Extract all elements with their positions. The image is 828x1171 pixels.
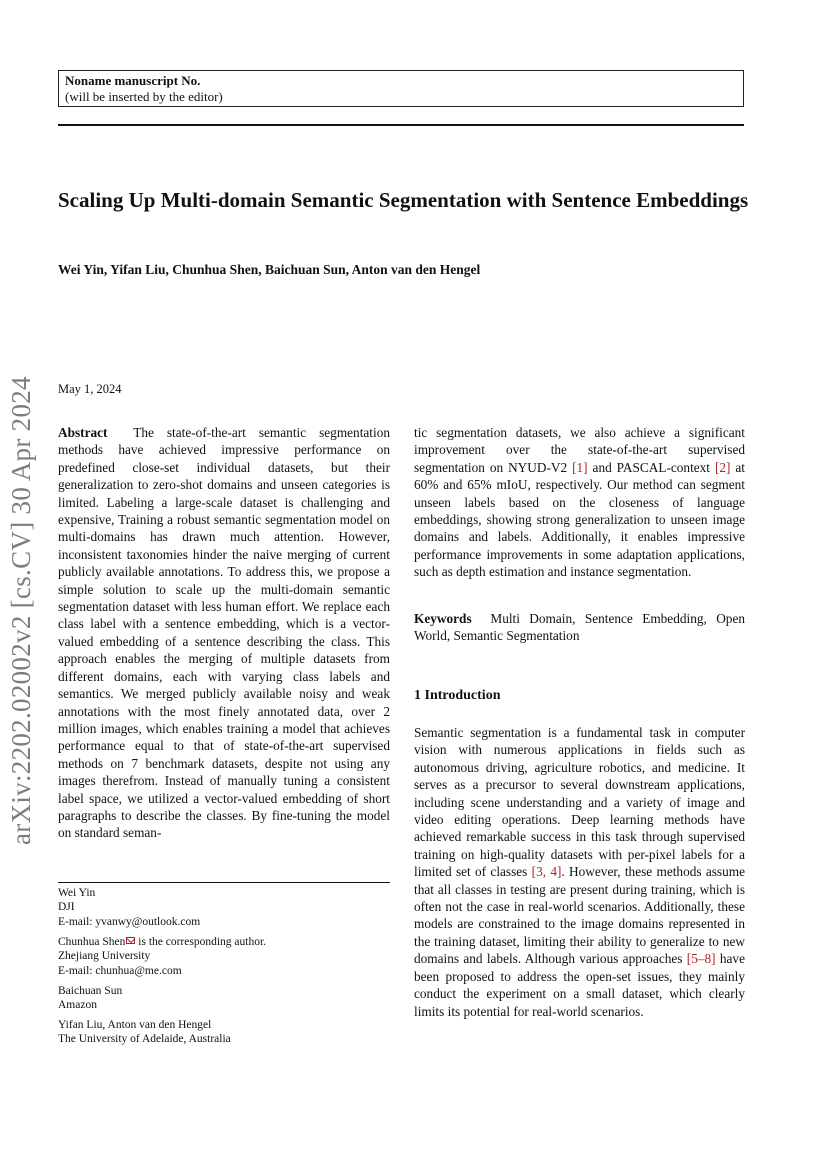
author-affiliation: The University of Adelaide, Australia [58, 1033, 231, 1046]
author-name: Wei Yin [58, 887, 96, 899]
citation-link[interactable]: [3, 4] [531, 864, 562, 880]
citation-link[interactable]: [1] [572, 459, 588, 475]
corresponding-note: is the corresponding author. [135, 936, 267, 948]
author-list: Wei Yin, Yifan Liu, Chunhua Shen, Baichuan Sun, Anton van den Hengel [58, 262, 481, 277]
footnote-author-1 [58, 886, 398, 929]
intro-text-3: have been proposed to address the open-set issues, they mainly conduct the experiment on a small dataset, which clearly limits its potential for real-world scenarios. [414, 951, 745, 1019]
abstract-left [58, 424, 390, 842]
manuscript-number: Noname manuscript No. [65, 73, 201, 88]
author-name: Yifan Liu, Anton van den Hengel [58, 1019, 212, 1031]
intro-paragraph [414, 724, 745, 1020]
arxiv-stamp: arXiv:2202.02002v2 [cs.CV] 30 Apr 2024 [6, 376, 36, 845]
footnote-rule [58, 882, 390, 883]
intro-text-1: Semantic segmentation is a fundamental task in computer vision with numerous applications in fields such as autonomous driving, agriculture robotics, and medicine. It serves as a precursor to several downstream applications, including scene understanding and a variety of image and video editing operations. Deep learning methods have achieved remarkable success in this task through supervised training on high-quality datasets with per-pixel labels for a limited set of classes [414, 725, 745, 880]
author-email: E-mail: yvanwy@outlook.com [58, 915, 201, 928]
manuscript-header-box [58, 70, 744, 107]
abstract-text-right-1: tic segmentation datasets, we also achieve a significant improvement over the state-of-the-art supervised segmentation on NYUD-V2 [414, 425, 745, 475]
intro-text-2: . However, these methods assume that all classes in testing are present during training, which is often not the case in real-world scenarios. Additionally, these models are constrained to the image domains represented in the training dataset, limiting their ability to generalize to new domains and labels. Although various approaches [414, 864, 745, 967]
paper-date: May 1, 2024 [58, 382, 122, 396]
abstract-text-left: The state-of-the-art semantic segmentation methods have achieved impressive performance on predefined close-set individual datasets, but their generalization to zero-shot domains and unseen categories is limited. Labeling a large-scale dataset is challenging and expensive, Training a robust semantic segmentation model on multi-domains has drawn much attention. However, inconsistent taxonomies hinder the naive merging of current publicly available annotations. To address this, we propose a simple solution to scale up the multi-domain semantic segmentation dataset with less human effort. We replace each class label with a sentence embedding, which is a vector-valued embedding of a sentence describing the class. This approach enables the merging of multiple datasets from different domains, each with varying class labels and semantics. We merged publicly available noisy and weak annotations with the most finely annotated data, over 2 million images, which enables training a model that achieves performance equal to that of state-of-the-art supervised methods on 7 benchmark datasets, despite not using any images therefrom. Instead of manually tuning a consistent label space, we utilized a vector-valued embedding of short paragraphs to describe the classes. By fine-tuning the model on standard seman- [58, 425, 390, 841]
keywords [414, 610, 745, 645]
citation-link[interactable]: [2] [714, 459, 731, 475]
author-affiliation: Zhejiang University [58, 950, 151, 963]
author-affiliation: Amazon [58, 999, 97, 1012]
author-name: Baichuan Sun [58, 985, 123, 997]
abstract-text-right-2: and PASCAL-context [587, 459, 715, 475]
author-email: E-mail: chunhua@me.com [58, 964, 182, 977]
footnote-author-3 [58, 984, 398, 1013]
header-rule [58, 124, 744, 126]
section-heading: 1 Introduction [414, 688, 501, 703]
abstract-label: Abstract [58, 425, 108, 440]
footnote-author-4 [58, 1018, 398, 1047]
abstract-right [414, 424, 745, 581]
envelope-icon[interactable] [126, 937, 135, 944]
author-affiliation: DJI [58, 901, 75, 914]
keywords-text: Multi Domain, Sentence Embedding, Open World, Semantic Segmentation [414, 611, 745, 644]
editor-note: (will be inserted by the editor) [65, 89, 223, 104]
abstract-text-right-3: at 60% and 65% mIoU, respectively. Our method can segment unseen labels based on the closeness of language embeddings, showing strong generalization to unseen image domains and labels. Additionally, it enables impressive performance improvements in some adaptation applications, such as depth estimation and instance segmentation. [414, 459, 745, 580]
keywords-label: Keywords [414, 611, 472, 626]
citation-link[interactable]: [5–8] [686, 951, 716, 967]
footnote-author-2 [58, 935, 398, 978]
author-name: Chunhua Shen [58, 936, 126, 948]
paper-title: Scaling Up Multi-domain Semantic Segmentation with Sentence Embeddings [58, 188, 749, 212]
